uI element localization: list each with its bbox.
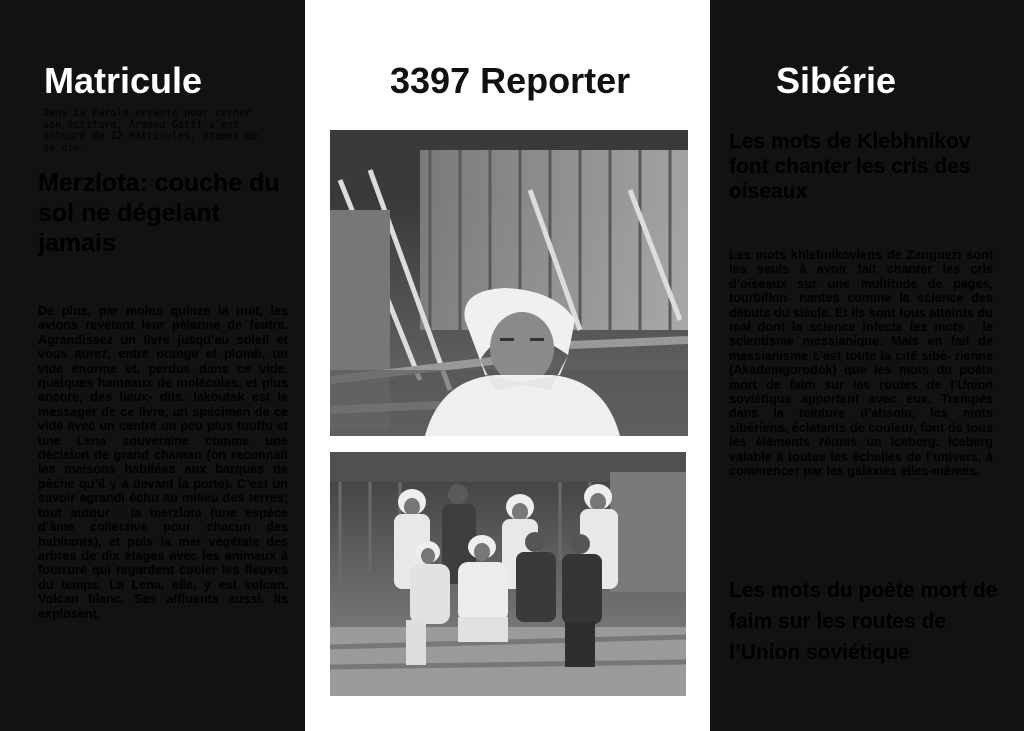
right-title: Sibérie xyxy=(776,60,897,101)
photo-group-of-workers xyxy=(330,452,686,696)
right-body-text: Les mots khlebnikoviens de Zanguezi sont les seuls à avoir fait chanter les cris d’oiseaux sur une multitude de pages, tourbillon- nantes comme la science des débuts du siècle. Et ils sont tous atteints du mal dont la science infecte les mots : le scientisme messianique. Mais en fait de messianisme c’est toute la cité sibé- rienne (Akademgorodok) que les mots du poète mort de faim sur les routes de l’Union soviétique apportent avec eux. Trempés dans la teinture d’absolu, les mots sibériens, éclatants de couleur, font de tous les éléments réunis un iceberg. Iceberg valable à toutes les échelles de l’univers, à commencer par les galaxies elles-mêmes. xyxy=(729,248,993,479)
right-footer-heading: Les mots du poète mort de faim sur les routes de l’Union soviétique xyxy=(729,579,998,664)
left-body-text: De plus, par moins quinze la nuit, les avions revêtent leur pèlerine de feutre. Agrandissez un livre jusqu’au soleil et vous aurez, entre orange et plomb, un vide énorme et, perdus dans ce vide, quelques hameaux de molécules, et plus encore, des lieux- dits. Iakoutsk est le messager de ce livre, un spécimen de ce vide avec un centre un peu plus touffu et une Lena souveraine comme une décision de grand chaman (on reconnaît les maisons habitées aux barques de pêche qu’il y a devant la porte). C’est un savoir agrandi échu au milieu des terres; tout autour : la merzlota (une espèce d’âme collective pour chacun des habitants), et puis la mer végétale des arbres de dix étages avec les animaux à fourrure qui regardent couler les fleuves du temps. La Lena, elle, y est volcan. Volcan blanc. Ses affluents aussi. Ils explosent. xyxy=(38,304,288,621)
left-intro: Dans La Parole errante pour cerner son écriture, Armand Gatti s’est entouré de 12 matricules, étapes de sa vie. xyxy=(43,108,258,154)
right-subtitle: Les mots de Klebhnikov font chanter les cris des oiseaux xyxy=(729,130,971,203)
photo-man-in-white-hood xyxy=(330,130,688,436)
middle-title: 3397 Reporter xyxy=(390,60,631,101)
left-subtitle: Merzlota: couche du sol ne dégelant jamais xyxy=(38,169,280,257)
left-title: Matricule xyxy=(44,60,203,101)
